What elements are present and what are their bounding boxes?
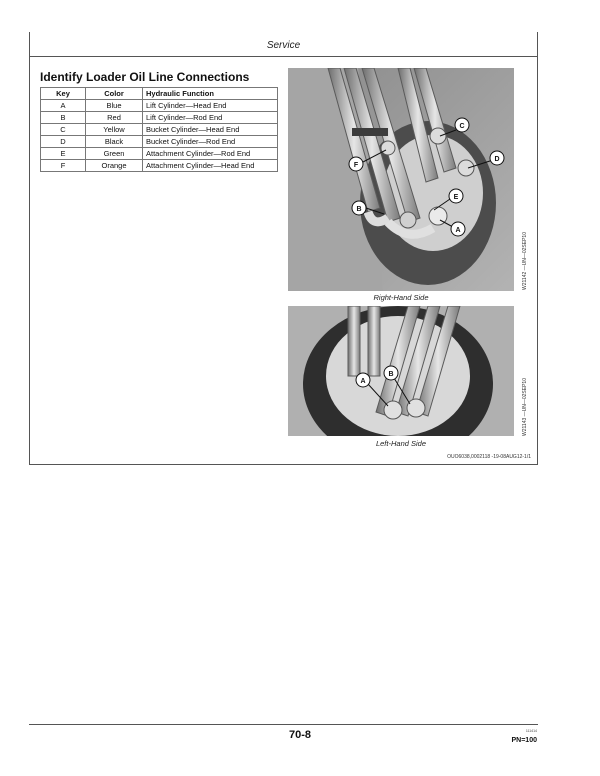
callout-a: A — [455, 227, 461, 234]
cell-color: Yellow — [86, 124, 143, 136]
photo1-id: W21142 —UN—02SEP10 — [522, 232, 528, 290]
callout-f: F — [353, 162, 359, 169]
connection-key-table — [40, 87, 278, 172]
table-row — [41, 148, 278, 160]
table-row — [41, 100, 278, 112]
cell-key: C — [41, 124, 86, 136]
callout-b2: B — [388, 371, 394, 378]
cell-key: A — [41, 100, 86, 112]
cell-color: Blue — [86, 100, 143, 112]
header-function: Hydraulic Function — [143, 88, 278, 100]
table-header-row — [41, 88, 278, 100]
document-reference: OUO6038,0002118 -19-08AUG12-1/1 — [447, 454, 531, 460]
callout-c: C — [459, 123, 465, 130]
header-color: Color — [86, 88, 143, 100]
callout-b: B — [356, 206, 362, 213]
cell-function: Attachment Cylinder—Head End — [143, 160, 278, 172]
footer-code: 111414 — [525, 729, 537, 733]
pn-number: PN=100 — [511, 737, 537, 744]
callout-e: E — [453, 194, 459, 201]
cell-color: Orange — [86, 160, 143, 172]
cell-key: E — [41, 148, 86, 160]
callout-a2: A — [360, 378, 366, 385]
photo1-caption: Right-Hand Side — [373, 293, 429, 302]
header-rule — [30, 56, 537, 57]
table-row — [41, 112, 278, 124]
photo2-id: W21143 —UN—02SEP10 — [522, 378, 528, 436]
cell-color: Red — [86, 112, 143, 124]
cell-function: Lift Cylinder—Rod End — [143, 112, 278, 124]
left-hand-side-photo — [288, 306, 514, 436]
right-hand-side-photo — [288, 68, 514, 291]
callout-d: D — [494, 156, 500, 163]
cell-key: B — [41, 112, 86, 124]
cell-function: Lift Cylinder—Head End — [143, 100, 278, 112]
header-key: Key — [41, 88, 86, 100]
cell-color: Green — [86, 148, 143, 160]
content-frame — [29, 32, 538, 465]
cell-color: Black — [86, 136, 143, 148]
table-row — [41, 124, 278, 136]
cell-function: Bucket Cylinder—Rod End — [143, 136, 278, 148]
cell-function: Attachment Cylinder—Rod End — [143, 148, 278, 160]
cell-function: Bucket Cylinder—Head End — [143, 124, 278, 136]
photo2-caption: Left-Hand Side — [375, 439, 427, 448]
table-row — [41, 136, 278, 148]
section-title: Identify Loader Oil Line Connections — [40, 70, 250, 84]
running-head: Service — [266, 40, 301, 51]
page-number: 70-8 — [288, 729, 312, 741]
table-row — [41, 160, 278, 172]
cell-key: F — [41, 160, 86, 172]
footer-rule — [29, 724, 538, 725]
cell-key: D — [41, 136, 86, 148]
